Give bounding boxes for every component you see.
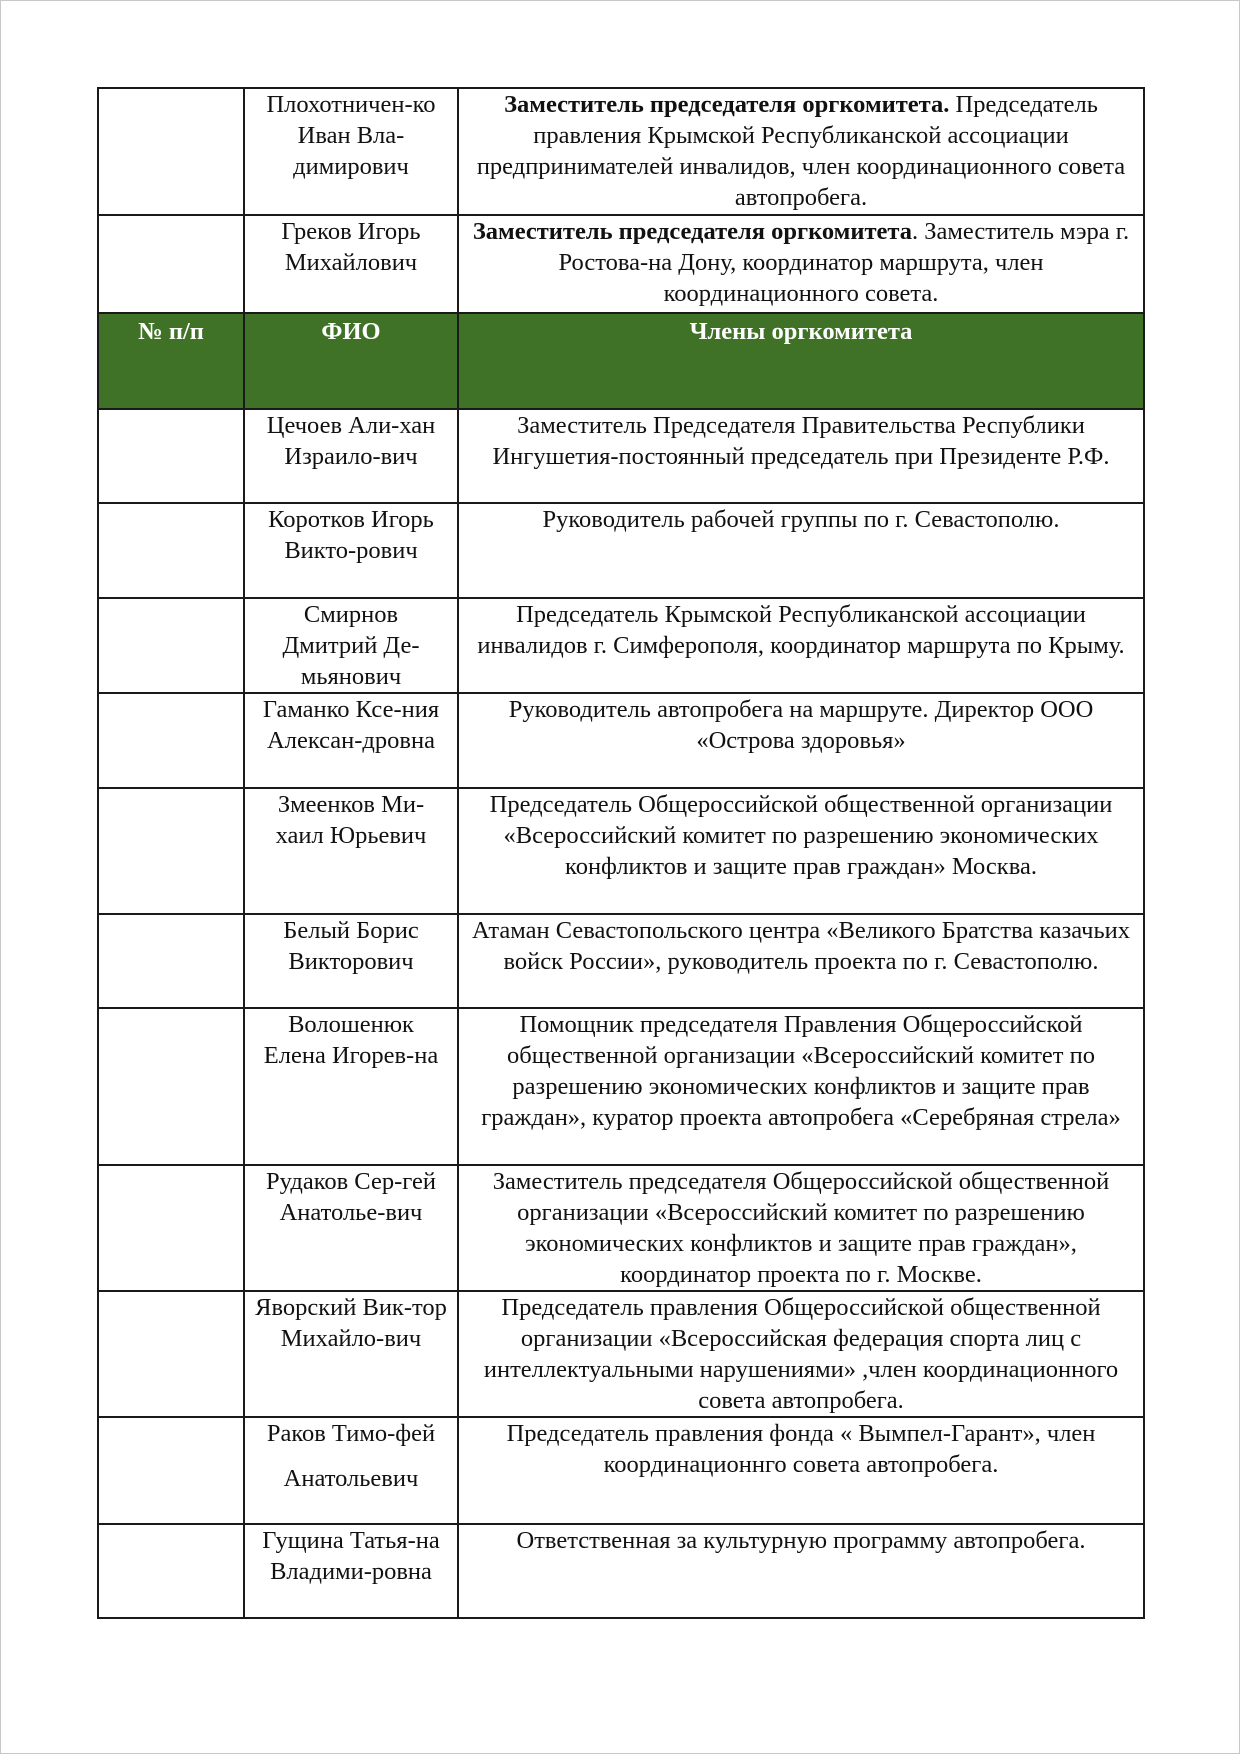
number-cell <box>98 1417 244 1524</box>
person-description <box>458 215 1144 313</box>
person-description: Ответственная за культурную программу автопробега. <box>458 1524 1144 1618</box>
person-name: Плохотничен-ко Иван Вла-димирович <box>244 88 458 215</box>
person-name: Цечоев Али-хан Израило-вич <box>244 409 458 503</box>
number-cell <box>98 215 244 313</box>
table-row <box>98 693 1144 788</box>
header-number: № п/п <box>98 313 244 409</box>
table-row <box>98 503 1144 598</box>
header-fio: ФИО <box>244 313 458 409</box>
person-description: Заместитель Председателя Правительства Республики Ингушетия-постоянный председатель при Президенте Р.Ф. <box>458 409 1144 503</box>
number-cell <box>98 693 244 788</box>
person-role: Заместитель председателя оргкомитета. <box>504 91 950 118</box>
person-description: Руководитель автопробега на маршруте. Директор ООО «Острова здоровья» <box>458 693 1144 788</box>
person-name: Гущина Татья-на Владими-ровна <box>244 1524 458 1618</box>
person-name-line: Раков Тимо-фей <box>266 1420 436 1447</box>
person-name: Яворский Вик-тор Михайло-вич <box>244 1291 458 1417</box>
person-name-line: Анатольевич <box>283 1465 419 1492</box>
person-description: Председатель правления фонда « Вымпел-Гарант», член координационнго совета автопробега. <box>458 1417 1144 1524</box>
number-cell <box>98 598 244 693</box>
number-cell <box>98 1008 244 1165</box>
table-row <box>98 88 1144 215</box>
table-row <box>98 914 1144 1008</box>
person-name: Белый Борис Викторович <box>244 914 458 1008</box>
person-role-text: Председатель правления Крымской Республиканской ассоциации предпринимателей инвалидов, член координационного совета автопробега. <box>476 91 1126 211</box>
person-name: Греков Игорь Михайлович <box>244 215 458 313</box>
person-name: Рудаков Сер-гей Анатолье-вич <box>244 1165 458 1291</box>
number-cell <box>98 1291 244 1417</box>
table-row <box>98 215 1144 313</box>
table-row <box>98 598 1144 693</box>
number-cell <box>98 1165 244 1291</box>
number-cell <box>98 88 244 215</box>
table-row <box>98 1008 1144 1165</box>
person-role: Заместитель председателя оргкомитета <box>472 218 912 245</box>
person-role-text: . Заместитель мэра г. Ростова-на Дону, координатор маршрута, член координационного совета. <box>558 218 1130 307</box>
person-description: Руководитель рабочей группы по г. Севастополю. <box>458 503 1144 598</box>
person-name: Волошенюк Елена Игорев-на <box>244 1008 458 1165</box>
number-cell <box>98 1524 244 1618</box>
person-description: Атаман Севастопольского центра «Великого Братства казачьих войск России», руководитель проекта по г. Севастополю. <box>458 914 1144 1008</box>
person-description: Председатель Крымской Республиканской ассоциации инвалидов г. Симферополя, координатор маршрута по Крыму. <box>458 598 1144 693</box>
number-cell <box>98 788 244 914</box>
person-description <box>458 88 1144 215</box>
person-description: Помощник председателя Правления Общероссийской общественной организации «Всероссийский комитет по разрешению экономических конфликтов и защите прав граждан», куратор проекта автопробега «Серебряная стрела» <box>458 1008 1144 1165</box>
person-description: Председатель правления Общероссийской общественной организации «Всероссийская федерация спорта лиц с интеллектуальными нарушениями» ,член координационного совета автопробега. <box>458 1291 1144 1417</box>
person-name: Змеенков Ми-хаил Юрьевич <box>244 788 458 914</box>
table-row <box>98 1291 1144 1417</box>
number-cell <box>98 409 244 503</box>
table-header-row <box>98 313 1144 409</box>
header-members: Члены оргкомитета <box>458 313 1144 409</box>
person-description: Заместитель председателя Общероссийской общественной организации «Всероссийский комитет по разрешению экономических конфликтов и защите прав граждан», координатор проекта по г. Москве. <box>458 1165 1144 1291</box>
table-row <box>98 788 1144 914</box>
person-description: Председатель Общероссийской общественной организации «Всероссийский комитет по разрешению экономических конфликтов и защите прав граждан» Москва. <box>458 788 1144 914</box>
table-row <box>98 409 1144 503</box>
table-row <box>98 1165 1144 1291</box>
number-cell <box>98 914 244 1008</box>
table-row <box>98 1417 1144 1524</box>
table-row <box>98 1524 1144 1618</box>
person-name <box>244 1417 458 1524</box>
organizing-committee-table <box>97 87 1145 1619</box>
person-name: Гаманко Ксе-ния Алексан-дровна <box>244 693 458 788</box>
number-cell <box>98 503 244 598</box>
name-spacer <box>255 1449 447 1463</box>
person-name: Смирнов Дмитрий Де-мьянович <box>244 598 458 693</box>
person-name: Коротков Игорь Викто-рович <box>244 503 458 598</box>
